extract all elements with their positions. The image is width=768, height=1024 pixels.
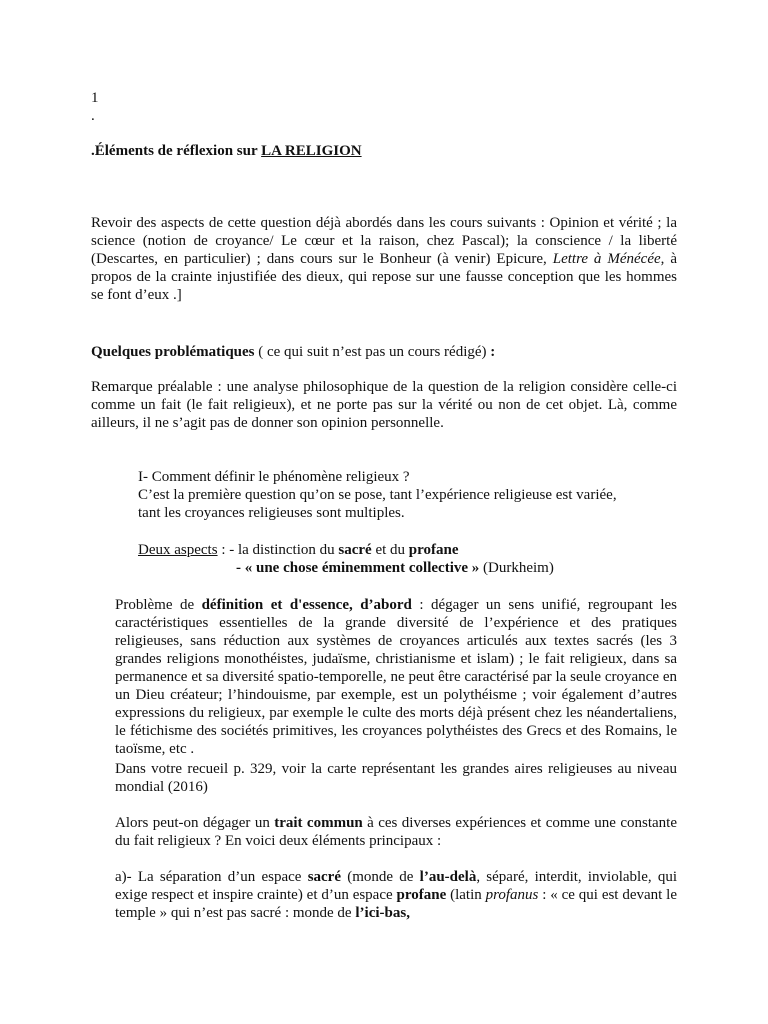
point-a-paragraph: a)- La séparation d’un espace sacré (monde de l’au-delà, séparé, interdit, inviolable, qui exige respect et inspire crainte) et d’un espace profane (latin profanus : « ce qui est devant le temple » qui n’est pas sacré : monde de l’ici-bas,	[115, 869, 677, 921]
intro-paragraph: Revoir des aspects de cette question déjà abordés dans les cours suivants : Opinion et vérité ; la science (notion de croyance/ Le cœur et la raison, chez Pascal); la conscience / la liberté (Descartes, en particulier) ; dans cours sur le Bonheur (à venir) Epicure, Lettre à Ménécée, à propos de la crainte injustifiée des dieux, qui repose sur une fausse conception que les hommes se font d’eux .]	[91, 215, 677, 303]
section-1-question: I- Comment définir le phénomène religieux ?	[138, 469, 410, 485]
section-1: I- Comment définir le phénomène religieux ? C’est la première question qu’on se pose, tant l’expérience religieuse est variée, tant les croyances religieuses sont multiples.	[138, 468, 678, 522]
problematiques-heading: Quelques problématiques ( ce qui suit n’est pas un cours rédigé) :	[91, 344, 496, 360]
remarque-paragraph: Remarque préalable : une analyse philosophique de la question de la religion considère celle-ci comme un fait (le fait religieux), et ne porte pas sur la vérité ou non de cet objet. Là, comme ailleurs, il ne s’agit pas de donner son opinion personnelle.	[91, 379, 677, 431]
probleme-paragraph: Problème de définition et d'essence, d’abord : dégager un sens unifié, regroupant les caractéristiques essentielles de la grande diversité de l’expérience et des pratiques religieuses, sans réduction aux systèmes de croyances articulés aux textes sacrés (les 3 grandes religions monothéistes, judaïsme, christianisme et islam) ; le fait religieux, dans sa permanence et sa diversité spatio-temporelle, ne peut être caractérisé par la seule croyance en un Dieu créateur; l’hindouisme, par exemple, est un polythéisme ; voir également d’autres expressions du religieux, par exemple le culte des morts déjà présent chez les néandertaliens, le fétichisme des sociétés primitives, les croyances polythéistes des Grecs et des Romains, le taoïsme, etc .	[115, 597, 677, 757]
deux-aspects-label: Deux aspects	[138, 542, 218, 558]
document-title: .Éléments de réflexion sur LA RELIGION	[91, 143, 362, 159]
recueil-paragraph: Dans votre recueil p. 329, voir la carte représentant les grandes aires religieuses au niveau mondial (2016)	[115, 761, 677, 795]
deux-aspects: Deux aspects : - la distinction du sacré et du profane - « une chose éminemment collective » (Durkheim)	[138, 542, 554, 576]
page-number: 1 .	[91, 90, 99, 124]
title-underlined: LA RELIGION	[261, 143, 362, 159]
trait-commun-paragraph: Alors peut-on dégager un trait commun à ces diverses expériences et comme une constante du fait religieux ? En voici deux éléments principaux :	[115, 815, 678, 849]
